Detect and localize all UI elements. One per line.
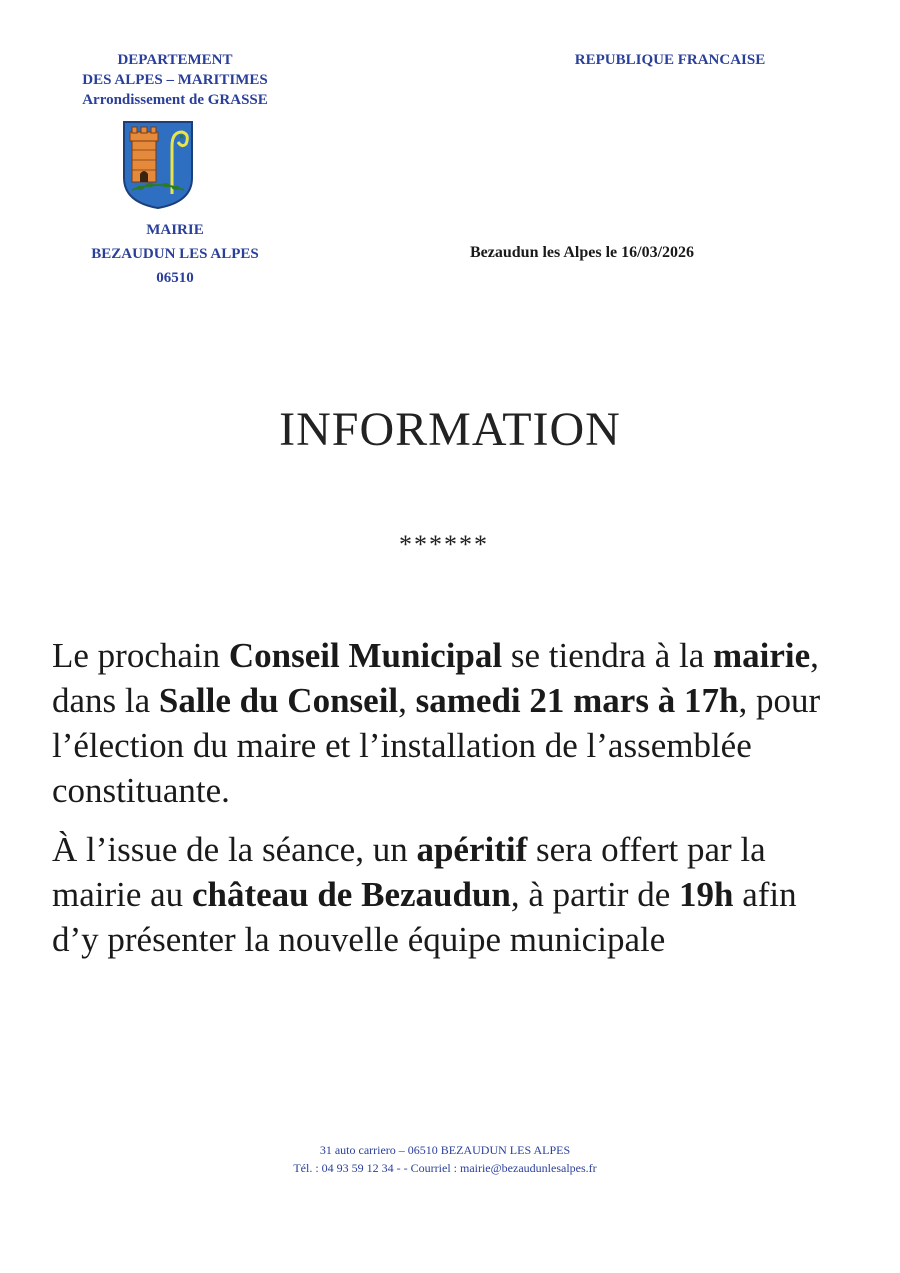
p1-bold-salle: Salle du Conseil [158,681,399,720]
p1-text-4: , [398,681,416,720]
p2-text-3: , à partir de [510,875,679,914]
p2-bold-time: 19h [679,875,734,914]
p2-text-1: À l’issue de la séance, un [52,830,417,869]
footer-address: 31 auto carriero – 06510 BEZAUDUN LES ALPES [319,1143,571,1157]
p2-text-4: afin d’y présenter la nouvelle équipe municipale [52,875,797,959]
department-line-2: DES ALPES – MARITIMES [82,72,268,88]
p1-text-5: , pour l’élection du maire et l’installation de l’assemblée constituante. [52,681,821,810]
footer [0,1141,890,1177]
mairie-line-1: MAIRIE [146,222,204,238]
p1-text-3: , dans la [52,636,819,720]
p1-bold-date: samedi 21 mars à 17h [415,681,739,720]
coat-of-arms-icon [120,118,196,210]
p1-text-1: Le prochain [52,636,229,675]
page-title: INFORMATION [279,403,621,456]
p1-bold-conseil: Conseil Municipal [228,636,503,675]
body-text [52,633,852,976]
mairie-line-2: BEZAUDUN LES ALPES [91,246,259,262]
department-line-3: Arrondissement de GRASSE [82,92,268,108]
p2-bold-chateau: château de Bezaudun [191,875,511,914]
republic-header: REPUBLIQUE FRANCAISE [574,52,766,68]
mairie-line-3: 06510 [156,270,194,286]
p1-text-2: se tiendra à la [502,636,713,675]
department-line-1: DEPARTEMENT [117,52,233,68]
footer-contact: Tél. : 04 93 59 12 34 - - Courriel : mairie@bezaudunlesalpes.fr [293,1161,597,1175]
p1-bold-mairie: mairie [712,636,811,675]
date-line: Bezaudun les Alpes le 16/03/2026 [470,244,695,261]
mairie-block [40,218,310,290]
paragraph-1 [52,633,852,813]
paragraph-2 [52,827,852,962]
separator: ****** [399,530,489,559]
p2-bold-aperitif: apéritif [416,830,528,869]
department-header [40,50,310,110]
p2-text-2: sera offert par la mairie au [52,830,766,914]
